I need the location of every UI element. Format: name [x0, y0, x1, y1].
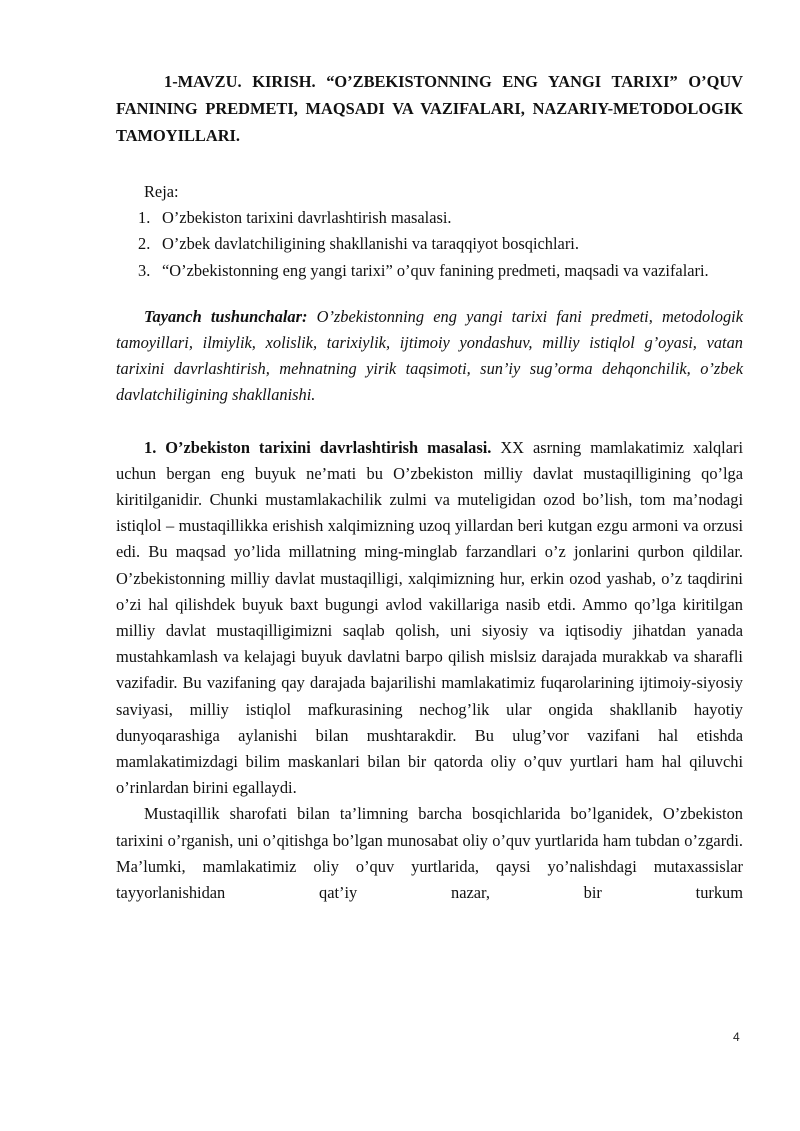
page-title: 1-MAVZU. KIRISH. “O’ZBEKISTONNING ENG YANGI TARIXI” O’QUV FANINING PREDMETI, MAQSADI VA VAZIFALARI, NAZARIY-METODOLOGIK TAMOYILLARI. [116, 72, 743, 145]
plan-item [116, 205, 743, 231]
plan-item-text: O’zbekiston tarixini davrlashtirish masalasi. [162, 208, 452, 228]
plan-section [116, 179, 743, 284]
page-number: 4 [733, 1030, 740, 1044]
section-1-heading: 1. O’zbekiston tarixini davrlashtirish masalasi. [144, 437, 492, 457]
keywords-text: O’zbekistonning eng yangi tarixi fani predmeti, metodologik tamoyillari, ilmiylik, xolislik, tarixiylik, ijtimoiy yondashuv, milliy istiqlol g’oyasi, vatan tarixini davrlashtirish, mehnatning yirik taqsimoti, sun’iy sug’orma dehqonchilik, o’zbek davlatchiligining shakllanishi. [116, 306, 743, 405]
plan-item-text: O’zbek davlatchiligining shakllanishi va taraqqiyot bosqichlari. [162, 234, 579, 254]
body-paragraph-2: Mustaqillik sharofati bilan ta’limning barcha bosqichlarida bo’lganidek, O’zbekiston tarixini o’rganish, uni o’qitishga bo’lgan munosabat oliy o’quv yurtlarida ham tubdan o’zgardi. Ma’lumki, mamlakatimiz oliy o’quv yurtlarida, qaysi yo’nalishdagi mutaxassislar tayyorlanishidan qat’iy nazar, bir turkum [116, 804, 743, 903]
section-1-text: XX asrning mamlakatimiz xalqlari uchun bergan eng buyuk ne’mati bu O’zbekiston milliy davlat mustaqilligining qo’lga kiritilganidir. Chunki mustamlakachilik zulmi va muteligidan ozod bo’lish, tom ma’nodagi istiqlol – mustaqillikka erishish xalqimizning uzoq yillardan beri kutgan ezgu armoni va orzusi edi. Bu maqsad yo’lida millatning ming-minglab farzandlari o’z jonlarini qurbon qildilar. O’zbekistonning milliy davlat mustaqilligi, xalqimizning hur, erkin ozod yashab, o’z taqdirini o’zi hal qilishdek buyuk baxt bugungi avlod vakillariga nasib etdi. Ammo qo’lga kiritilgan milliy davlat mustaqilligimizni saqlab qolish, uni siyosiy va iqtisodiy jihatdan yanada mustahkamlash va kelajagi buyuk davlatni barpo qilish mislsiz darajada murakkab va sharafli vazifadir. Bu vazifaning qay darajada bajarilishi mamlakatimiz fuqarolarining ijtimoiy-siyosiy saviyasi, milliy istiqlol mafkurasining nechog’lik ular ongida shakllanib hayotiy dunyoqarashiga aylanishi bilan mushtarakdir. Bu ulug’vor vazifani hal etishda mamlakatimizdagi bilim maskanlari bilan bir qatorda oliy o’quv yurtlari ham hal qiluvchi o’rinlardan birini egallaydi. [116, 437, 744, 798]
plan-item-number: 3. [138, 260, 151, 280]
plan-heading: Reja: [144, 182, 179, 201]
plan-item [116, 258, 743, 284]
plan-item-number: 1. [138, 208, 151, 228]
plan-list [116, 205, 743, 284]
plan-item-number: 2. [138, 234, 151, 254]
page-content [116, 68, 743, 906]
keywords-label: Tayanch tushunchalar: [144, 306, 308, 326]
plan-item [116, 231, 743, 257]
section-1-paragraph [116, 435, 743, 802]
keywords-paragraph [116, 304, 743, 409]
plan-item-text: “O’zbekistonning eng yangi tarixi” o’quv fanining predmeti, maqsadi va vazifalari. [162, 260, 709, 280]
